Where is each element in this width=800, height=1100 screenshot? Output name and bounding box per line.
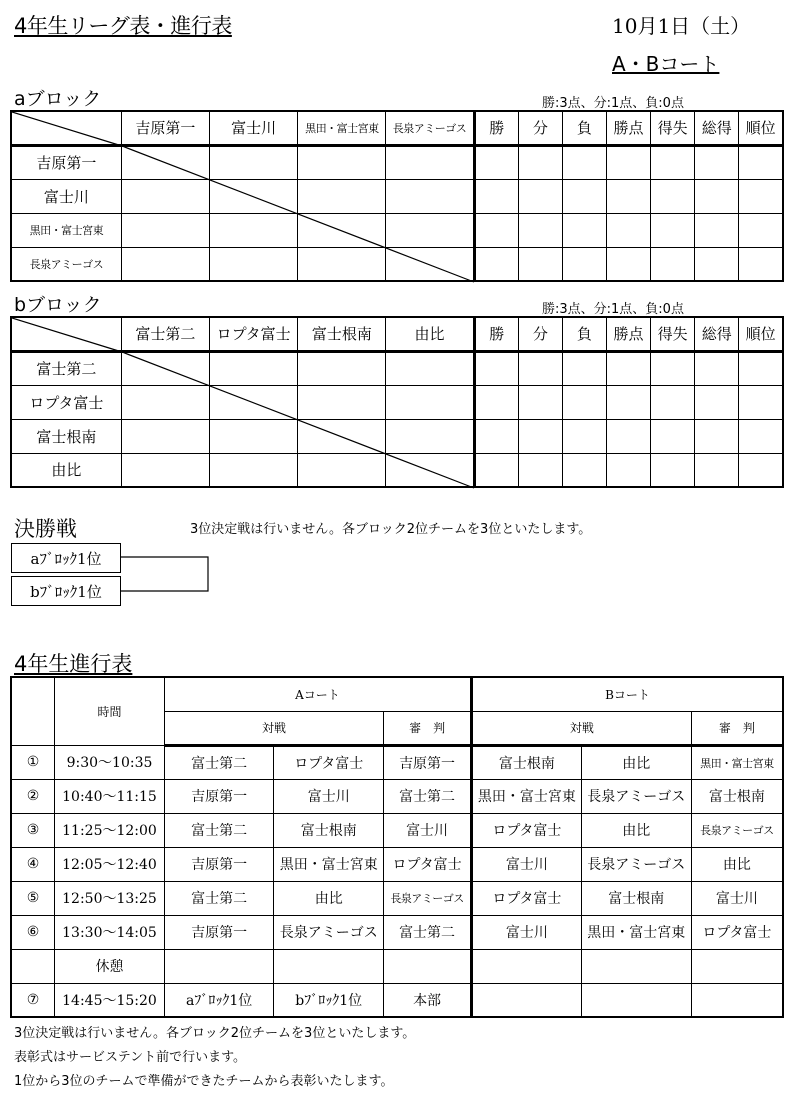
block-a-points-rule: 勝:3点、分:1点、負:0点	[542, 96, 684, 111]
court-a-referee: 富士第二	[384, 779, 472, 813]
court-a-referee: ロプタ富士	[384, 847, 472, 881]
team-col-header: ロプタ富士	[210, 317, 298, 351]
court-a-header: Aコート	[164, 677, 471, 711]
court-a-team-2: 長泉アミーゴス	[274, 915, 384, 949]
stat-col-header: 勝点	[606, 317, 650, 351]
match-time: 14:45～15:20	[55, 983, 165, 1017]
court-a-team-2: 富士根南	[274, 813, 384, 847]
block-a-label: aブロック	[14, 88, 102, 110]
court-a-referee-header: 審 判	[384, 711, 472, 745]
court-a-referee: 吉原第一	[384, 745, 472, 779]
stat-col-header: 総得	[695, 317, 739, 351]
court-b-referee-header: 審 判	[691, 711, 783, 745]
court-b-referee: 富士根南	[691, 779, 783, 813]
court-b-header: Bコート	[471, 677, 783, 711]
court-b-team-2	[581, 949, 691, 983]
court-b-referee: ロプタ富士	[691, 915, 783, 949]
stat-col-header: 得失	[651, 111, 695, 145]
court-b-team-2: 由比	[581, 745, 691, 779]
court-a-referee: 長泉アミーゴス	[384, 881, 472, 915]
court-b-team-1: ロプタ富士	[471, 881, 581, 915]
final-slot-a: aﾌﾞﾛｯｸ1位	[11, 543, 121, 573]
match-number	[11, 949, 55, 983]
team-row-header: 由比	[11, 453, 121, 487]
match-time: 休憩	[55, 949, 165, 983]
court-a-team-1: 富士第二	[164, 881, 273, 915]
match-number: ①	[11, 745, 55, 779]
team-row-header: 富士根南	[11, 419, 121, 453]
court-a-referee	[384, 949, 472, 983]
court-a-team-1: 吉原第一	[164, 915, 273, 949]
team-row-header: 富士第二	[11, 351, 121, 385]
team-col-header: 長泉アミーゴス	[386, 111, 474, 145]
court-b-team-1	[471, 949, 581, 983]
stat-col-header: 勝点	[606, 111, 650, 145]
stat-col-header: 分	[518, 111, 562, 145]
team-row-header: ロプタ富士	[11, 385, 121, 419]
final-slot-b: bﾌﾞﾛｯｸ1位	[11, 576, 121, 606]
match-number: ④	[11, 847, 55, 881]
court-b-team-1: 富士川	[471, 847, 581, 881]
court-b-team-1	[471, 983, 581, 1017]
court-b-referee	[691, 983, 783, 1017]
match-number: ⑥	[11, 915, 55, 949]
team-row-header: 吉原第一	[11, 145, 121, 179]
note-line: 3位決定戦は行いません。各ブロック2位チームを3位といたします。	[14, 1026, 416, 1041]
court-b-team-2: 富士根南	[581, 881, 691, 915]
court-a-team-2: 富士川	[274, 779, 384, 813]
court-a-team-2: ロプタ富士	[274, 745, 384, 779]
match-number: ⑤	[11, 881, 55, 915]
stat-col-header: 順位	[739, 111, 783, 145]
footer-notes	[14, 1022, 415, 1094]
match-time: 10:40～11:15	[55, 779, 165, 813]
team-col-header: 吉原第一	[121, 111, 209, 145]
court-a-team-2: bﾌﾞﾛｯｸ1位	[274, 983, 384, 1017]
match-number: ③	[11, 813, 55, 847]
court-a-team-1	[164, 949, 273, 983]
match-number: ⑦	[11, 983, 55, 1017]
block-b-diagonal-lines	[12, 318, 476, 489]
schedule-header-row	[11, 677, 783, 711]
schedule-row	[11, 915, 783, 949]
court-a-team-2	[274, 949, 384, 983]
schedule-row	[11, 983, 783, 1017]
court-a-referee: 富士第二	[384, 915, 472, 949]
court-b-team-2	[581, 983, 691, 1017]
schedule-row	[11, 881, 783, 915]
court-a-team-1: 吉原第一	[164, 847, 273, 881]
final-label: 決勝戦	[14, 517, 77, 541]
court-b-referee: 由比	[691, 847, 783, 881]
court-a-match-header: 対戦	[164, 711, 383, 745]
court-label: A・Bコート	[612, 52, 720, 76]
stat-col-header: 総得	[695, 111, 739, 145]
court-a-team-1: 吉原第一	[164, 779, 273, 813]
stat-col-header: 負	[562, 317, 606, 351]
schedule-title: 4年生進行表	[14, 652, 133, 676]
page-title: 4年生リーグ表・進行表	[14, 14, 232, 38]
court-a-referee: 富士川	[384, 813, 472, 847]
court-b-team-2: 長泉アミーゴス	[581, 847, 691, 881]
court-b-team-2: 長泉アミーゴス	[581, 779, 691, 813]
team-row-header: 黒田・富士宮東	[11, 213, 121, 247]
court-a-team-1: aﾌﾞﾛｯｸ1位	[164, 983, 273, 1017]
court-b-team-1: 富士根南	[471, 745, 581, 779]
team-row-header: 長泉アミーゴス	[11, 247, 121, 281]
schedule-table	[10, 676, 784, 1018]
court-b-referee	[691, 949, 783, 983]
team-row-header: 富士川	[11, 179, 121, 213]
stat-col-header: 順位	[739, 317, 783, 351]
event-date: 10月1日（土）	[612, 14, 751, 38]
court-b-team-2: 黒田・富士宮東	[581, 915, 691, 949]
time-header: 時間	[55, 677, 165, 745]
stat-col-header: 分	[518, 317, 562, 351]
block-a-diagonal-lines	[12, 112, 476, 283]
team-col-header: 富士川	[210, 111, 298, 145]
court-b-referee: 富士川	[691, 881, 783, 915]
note-line: 表彰式はサービステント前で行います。	[14, 1050, 247, 1065]
block-b-label: bブロック	[14, 294, 102, 316]
court-a-team-1: 富士第二	[164, 813, 273, 847]
no-header	[11, 677, 55, 745]
stat-col-header: 勝	[474, 111, 518, 145]
court-b-referee: 長泉アミーゴス	[691, 813, 783, 847]
court-a-team-2: 黒田・富士宮東	[274, 847, 384, 881]
match-time: 13:30～14:05	[55, 915, 165, 949]
court-b-match-header: 対戦	[471, 711, 691, 745]
schedule-row	[11, 745, 783, 779]
stat-col-header: 得失	[651, 317, 695, 351]
court-b-referee: 黒田・富士宮東	[691, 745, 783, 779]
team-col-header: 由比	[386, 317, 474, 351]
schedule-row	[11, 847, 783, 881]
match-time: 12:05～12:40	[55, 847, 165, 881]
match-time: 9:30～10:35	[55, 745, 165, 779]
match-time: 12:50～13:25	[55, 881, 165, 915]
court-b-team-1: 黒田・富士宮東	[471, 779, 581, 813]
court-a-referee: 本部	[384, 983, 472, 1017]
stat-col-header: 勝	[474, 317, 518, 351]
court-b-team-1: ロプタ富士	[471, 813, 581, 847]
match-time: 11:25～12:00	[55, 813, 165, 847]
note-line: 1位から3位のチームで準備ができたチームから表彰いたします。	[14, 1074, 394, 1089]
stat-col-header: 負	[562, 111, 606, 145]
court-a-team-2: 由比	[274, 881, 384, 915]
final-bracket	[120, 555, 212, 595]
schedule-row	[11, 813, 783, 847]
court-b-team-2: 由比	[581, 813, 691, 847]
team-col-header: 富士第二	[121, 317, 209, 351]
final-note: 3位決定戦は行いません。各ブロック2位チームを3位といたします。	[190, 522, 592, 537]
court-a-team-1: 富士第二	[164, 745, 273, 779]
match-number: ②	[11, 779, 55, 813]
team-col-header: 黒田・富士宮東	[298, 111, 386, 145]
schedule-row	[11, 949, 783, 983]
court-b-team-1: 富士川	[471, 915, 581, 949]
team-col-header: 富士根南	[298, 317, 386, 351]
schedule-row	[11, 779, 783, 813]
block-b-points-rule: 勝:3点、分:1点、負:0点	[542, 302, 684, 317]
